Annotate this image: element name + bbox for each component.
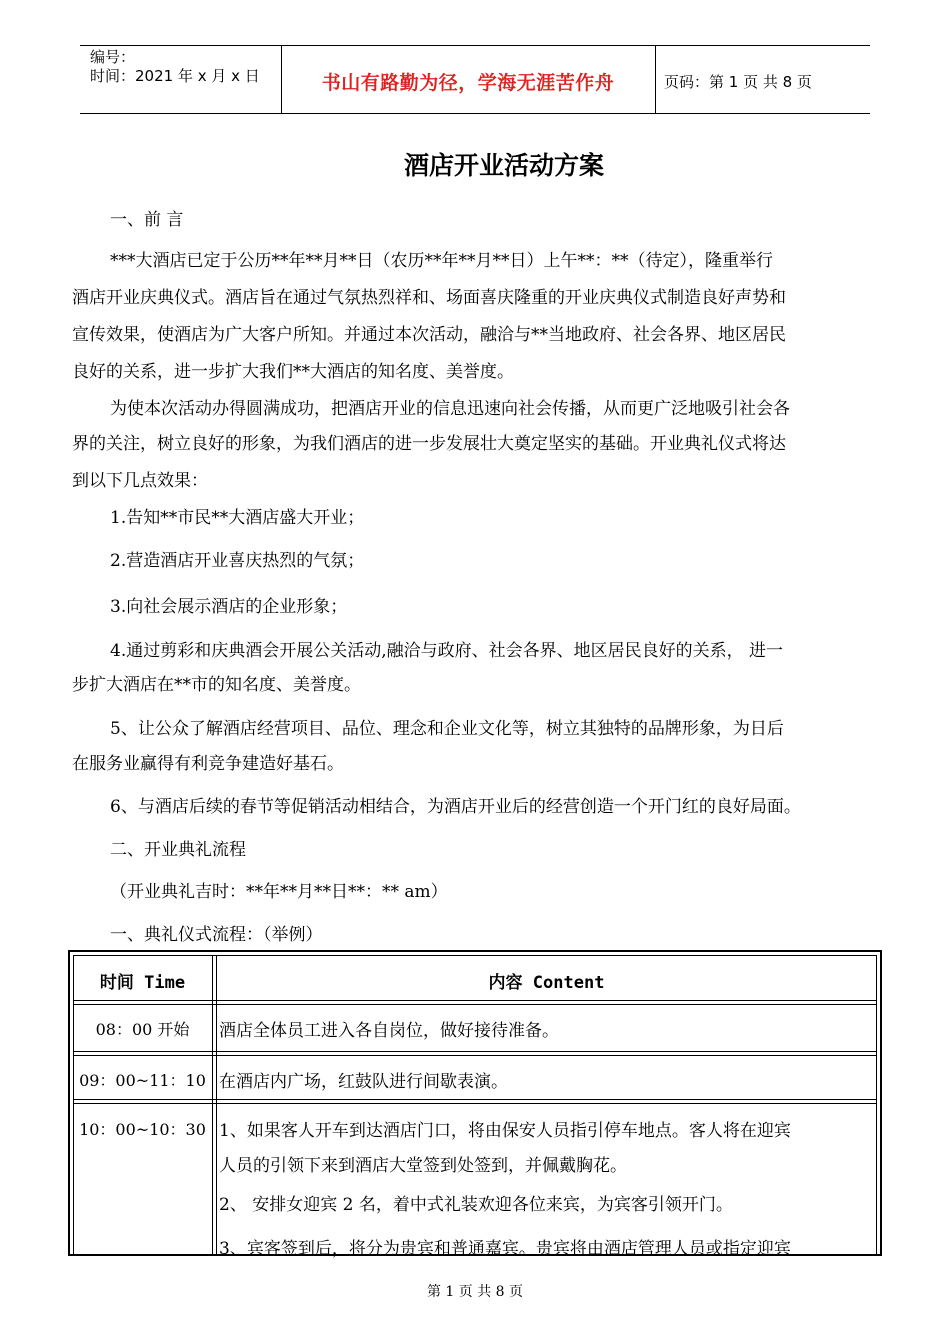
row-content: 3、宾客签到后，将分为贵宾和普通嘉宾。贵宾将由酒店管理人员或指定迎宾 xyxy=(219,1239,791,1259)
header-divider-right xyxy=(655,45,656,113)
serial-label: 编号： xyxy=(90,48,136,66)
list-item: 3.向社会展示酒店的企业形象； xyxy=(110,597,348,617)
subsection-heading: 一、典礼仪式流程：（举例） xyxy=(110,925,323,945)
row-content: 2、 安排女迎宾 2 名，着中式礼装欢迎各位来宾，为宾客引领开门。 xyxy=(219,1195,733,1215)
paragraph-line: ***大酒店已定于公历**年**月**日（农历**年**月**日）上午**：**（待定），隆重举行 xyxy=(110,251,773,271)
table-header-content: 内容 Content xyxy=(488,973,605,993)
table-row-divider xyxy=(73,1099,877,1100)
paragraph-line: 界的关注，树立良好的形象，为我们酒店的进一步发展壮大奠定坚实的基础。开业典礼仪式将达 xyxy=(72,434,786,454)
row-content: 1、如果客人开车到达酒店门口，将由保安人员指引停车地点。客人将在迎宾 xyxy=(219,1121,791,1141)
table-row-divider xyxy=(73,1055,877,1056)
paragraph-line: 到以下几点效果： xyxy=(72,471,208,491)
row-content: 人员的引领下来到酒店大堂签到处签到，并佩戴胸花。 xyxy=(219,1156,627,1176)
header-bottom-rule xyxy=(80,113,870,114)
row-time: 09：00~11：10 xyxy=(79,1071,206,1090)
section-heading-process: 二、开业典礼流程 xyxy=(110,840,246,860)
row-time: 10：00~10：30 xyxy=(79,1120,206,1139)
document-title: 酒店开业活动方案 xyxy=(403,151,604,180)
ceremony-time-note: （开业典礼吉时：**年**月**日**：** am） xyxy=(110,882,448,902)
page-footer: 第 1 页 共 8 页 xyxy=(426,1284,524,1300)
list-item: 1.告知**市民**大酒店盛大开业； xyxy=(110,508,365,528)
list-item: 4.通过剪彩和庆典酒会开展公关活动,融洽与政府、社会各界、地区居民良好的关系， 进一 xyxy=(110,641,784,661)
header-divider-left xyxy=(281,45,282,113)
row-time: 08：00 开始 xyxy=(95,1020,190,1039)
table-row-divider xyxy=(73,1103,877,1104)
list-item: 5、让公众了解酒店经营项目、品位、理念和企业文化等，树立其独特的品牌形象，为日后 xyxy=(110,719,784,739)
header-motto: 书山有路勤为径，学海无涯苦作舟 xyxy=(321,72,615,94)
table-header-time: 时间 Time xyxy=(99,973,186,993)
row-content: 在酒店内广场，红鼓队进行间歇表演。 xyxy=(219,1072,508,1092)
paragraph-line: 酒店开业庆典仪式。酒店旨在通过气氛热烈祥和、场面喜庆隆重的开业庆典仪式制造良好声势和 xyxy=(72,288,786,308)
list-item: 2.营造酒店开业喜庆热烈的气氛； xyxy=(110,551,365,571)
section-heading-preface: 一、前 言 xyxy=(110,210,184,230)
list-item-continuation: 在服务业赢得有利竞争建造好基石。 xyxy=(72,754,344,774)
header-page-info: 页码：第 1 页 共 8 页 xyxy=(664,73,812,91)
table-row-divider xyxy=(73,1004,877,1005)
row-content: 酒店全体员工进入各自岗位，做好接待准备。 xyxy=(219,1021,559,1041)
table-row-divider xyxy=(73,1051,877,1052)
header-top-rule xyxy=(80,45,870,46)
table-row-divider xyxy=(73,1000,877,1001)
list-item: 6、与酒店后续的春节等促销活动相结合，为酒店开业后的经营创造一个开门红的良好局面。 xyxy=(110,797,801,817)
paragraph-line: 良好的关系，进一步扩大我们**大酒店的知名度、美誉度。 xyxy=(72,362,514,382)
paragraph-line: 宣传效果，使酒店为广大客户所知。并通过本次活动，融洽与**当地政府、社会各界、地区居民 xyxy=(72,325,786,345)
time-label: 时间：2021 年 x 月 x 日 xyxy=(90,67,260,85)
paragraph-line: 为使本次活动办得圆满成功，把酒店开业的信息迅速向社会传播，从而更广泛地吸引社会各 xyxy=(110,399,790,419)
list-item-continuation: 步扩大酒店在**市的知名度、美誉度。 xyxy=(72,675,361,695)
header-meta xyxy=(90,48,260,86)
